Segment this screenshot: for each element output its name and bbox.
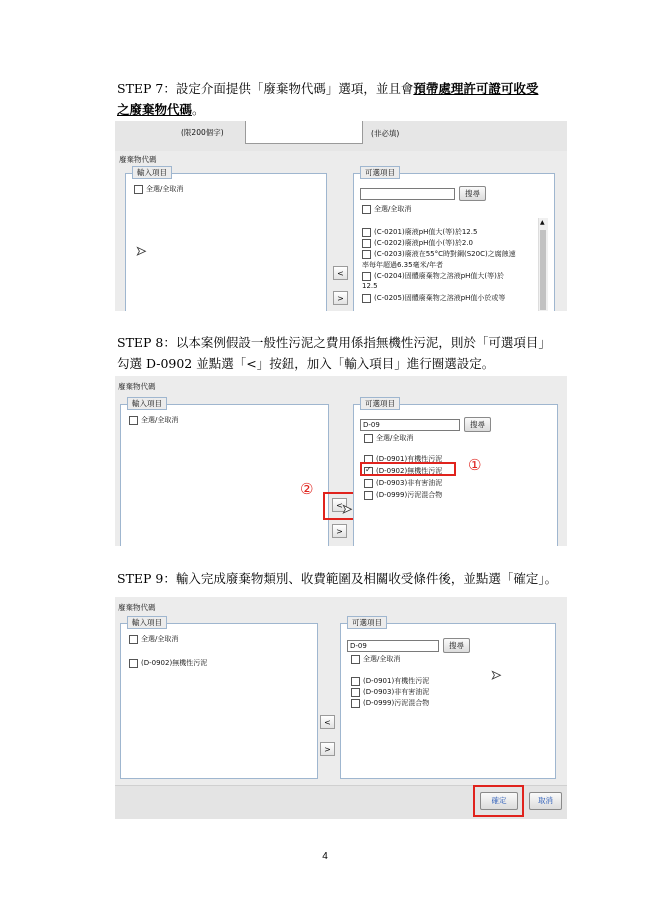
options-box: [353, 168, 555, 311]
options-select-all[interactable]: 全選/全取消: [351, 654, 400, 664]
highlight-option-d0902: [360, 462, 456, 476]
checkbox[interactable]: [364, 434, 373, 443]
option-item[interactable]: (C-0204)固體廢棄物之溶液pH值大(等)於: [362, 271, 504, 281]
option-item[interactable]: (D-0999)污泥混合物: [351, 698, 429, 708]
input-select-all[interactable]: 全選/全取消: [129, 634, 178, 644]
search-input[interactable]: D-09: [347, 640, 439, 652]
step7-line1-prefix: STEP 7：設定介面提供「廢棄物代碼」選項，並且會: [117, 81, 414, 96]
checkbox[interactable]: [364, 491, 373, 500]
step9-text: [117, 568, 577, 589]
input-items-box: [120, 618, 318, 779]
input-item[interactable]: (D-0902)無機性污泥: [129, 658, 207, 668]
checkbox[interactable]: [362, 239, 371, 248]
scrollbar-thumb[interactable]: [540, 230, 546, 310]
input-items-title: 輸入項目: [127, 397, 167, 410]
move-right-button[interactable]: >: [332, 524, 347, 538]
options-title: 可選項目: [360, 166, 400, 179]
input-items-title: 輸入項目: [132, 166, 172, 179]
waste-code-group-title: 廢棄物代碼: [118, 603, 156, 612]
checkbox[interactable]: [362, 294, 371, 303]
checkbox[interactable]: [362, 272, 371, 281]
screenshot-step8: [115, 376, 567, 546]
option-item-continued: 率每年超過6.35毫米/年者: [362, 261, 443, 269]
options-scrollbar[interactable]: [538, 218, 548, 311]
optional-label: (非必填): [371, 129, 400, 138]
input-select-all[interactable]: 全選/全取消: [129, 415, 178, 425]
cancel-button[interactable]: 取消: [529, 792, 562, 810]
checkbox[interactable]: [351, 699, 360, 708]
step7-line2-suffix: 。: [192, 102, 205, 117]
move-left-button[interactable]: <: [320, 715, 335, 729]
move-left-button[interactable]: <: [333, 266, 348, 280]
mouse-cursor-icon: ➤: [491, 668, 502, 682]
option-item[interactable]: (D-0903)非有害油泥: [364, 478, 442, 488]
search-input[interactable]: [360, 188, 455, 200]
marker-1-icon: ①: [468, 456, 482, 474]
step7-text: [117, 78, 557, 120]
confirm-button[interactable]: 確定: [480, 792, 518, 810]
options-title: 可選項目: [360, 397, 400, 410]
description-textarea[interactable]: [245, 121, 363, 144]
input-items-box: [125, 168, 327, 311]
step9-line1: STEP 9：輸入完成廢棄物類別、收費範圍及相關收受條件後，並點選「確定」。: [117, 571, 558, 586]
checkbox[interactable]: [351, 688, 360, 697]
checkbox[interactable]: [129, 635, 138, 644]
option-item-continued: 12.5: [362, 282, 378, 290]
step7-line1-bold: 預帶處理許可證可收受: [413, 81, 539, 96]
search-input[interactable]: D-09: [360, 419, 460, 431]
waste-code-group-title: 廢棄物代碼: [118, 382, 156, 391]
mouse-cursor-icon: ➤: [136, 244, 147, 258]
input-items-box: [120, 399, 329, 546]
option-item[interactable]: (C-0205)固體廢棄物之溶液pH值小於或等: [362, 293, 505, 303]
mouse-cursor-icon: ➤: [342, 502, 353, 516]
checkbox[interactable]: [362, 228, 371, 237]
input-items-title: 輸入項目: [127, 616, 167, 629]
checkbox[interactable]: [351, 655, 360, 664]
option-item[interactable]: (D-0901)有機性污泥: [364, 454, 442, 464]
option-item[interactable]: (C-0202)廢液pH值小(等)於2.0: [362, 238, 473, 248]
scroll-up-icon[interactable]: ▲: [540, 219, 545, 226]
search-button[interactable]: 搜尋: [443, 638, 470, 653]
option-item[interactable]: (C-0203)廢液在55°C時對鋼(S20C)之腐蝕速: [362, 249, 516, 259]
checkbox[interactable]: [129, 659, 138, 668]
move-right-button[interactable]: >: [320, 742, 335, 756]
option-item[interactable]: (D-0999)污泥混合物: [364, 490, 442, 500]
move-left-button[interactable]: <: [332, 498, 347, 512]
page-number: 4: [322, 851, 328, 862]
step8-line1: STEP 8：以本案例假設一般性污泥之費用係指無機性污泥，則於「可選項目」: [117, 335, 551, 350]
step8-text: [117, 332, 557, 374]
checkbox[interactable]: [362, 250, 371, 259]
options-title: 可選項目: [347, 616, 387, 629]
options-select-all[interactable]: 全選/全取消: [362, 204, 411, 214]
move-right-button[interactable]: >: [333, 291, 348, 305]
checkbox[interactable]: [364, 479, 373, 488]
option-item-selected[interactable]: ✓ (D-0902)無機性污泥: [364, 466, 442, 476]
checkbox[interactable]: [362, 205, 371, 214]
checkbox[interactable]: [351, 677, 360, 686]
marker-2-icon: ②: [300, 480, 314, 498]
char-limit-label: (限200個字): [181, 128, 224, 137]
search-button[interactable]: 搜尋: [459, 186, 486, 201]
option-item[interactable]: (D-0903)非有害油泥: [351, 687, 429, 697]
options-box: [340, 618, 556, 779]
checkbox[interactable]: [134, 185, 143, 194]
screenshot-step7: [115, 121, 567, 311]
options-box: [353, 399, 558, 546]
step7-line2-bold: 之廢棄物代碼: [117, 102, 193, 117]
highlight-confirm-button: [473, 785, 524, 817]
step8-line2: 勾選 D-0902 並點選「<」按鈕，加入「輸入項目」進行圈選設定。: [117, 356, 495, 371]
option-item[interactable]: (C-0201)廢液pH值大(等)於12.5: [362, 227, 477, 237]
checkbox[interactable]: [129, 416, 138, 425]
options-select-all[interactable]: 全選/全取消: [364, 433, 413, 443]
waste-code-group-title: 廢棄物代碼: [119, 155, 157, 164]
input-select-all[interactable]: 全選/全取消: [134, 184, 183, 194]
screenshot-step9: [115, 597, 567, 819]
option-item[interactable]: (D-0901)有機性污泥: [351, 676, 429, 686]
search-button[interactable]: 搜尋: [464, 417, 491, 432]
